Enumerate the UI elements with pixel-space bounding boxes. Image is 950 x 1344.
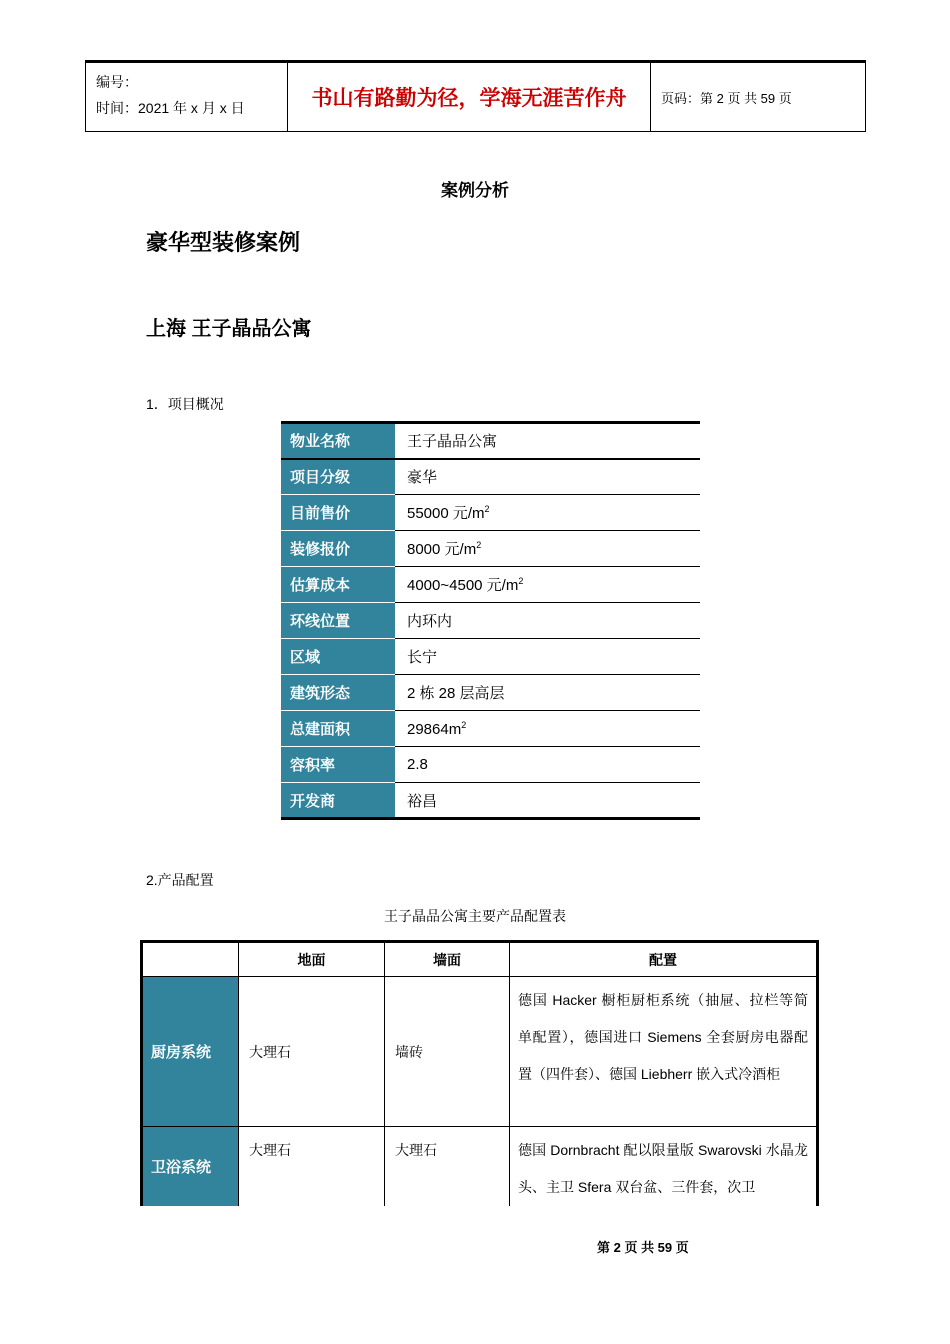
table-row: [281, 423, 700, 459]
header-time-label: 时间：2021 年 x 月 x 日: [96, 99, 245, 116]
unit-superscript: 2: [484, 504, 490, 514]
doc-title: 案例分析: [441, 181, 509, 200]
value-text: 裕昌: [407, 792, 438, 810]
row-label: 总建面积: [281, 711, 395, 747]
list-item-product-config: 2.产品配置: [146, 872, 214, 888]
list-item-project-overview: 1．项目概况: [146, 396, 224, 412]
table-row: [281, 531, 700, 567]
table-row: [281, 639, 700, 675]
table-row: [281, 747, 700, 783]
page-footer-pageno: 第 2 页 共 59 页: [597, 1240, 689, 1255]
value-text: 王子晶品公寓: [407, 433, 498, 451]
unit-superscript: 2: [476, 540, 482, 550]
row-label: 环线位置: [281, 603, 395, 639]
product-config-table: [140, 940, 819, 1206]
row-value: [395, 675, 700, 711]
config-value: 德国 Dornbracht 配以限量版 Swarovski 水晶龙头、主卫 Sfera 双台盆、三件套，次卫: [510, 1127, 818, 1207]
system-label: 卫浴系统: [142, 1127, 239, 1207]
value-text: 8000 元/m: [407, 541, 477, 558]
wall-value: 大理石: [385, 1127, 510, 1207]
value-text: 长宁: [407, 649, 438, 666]
section-heading-luxury-case: 豪华型装修案例: [146, 230, 301, 255]
header-cell-wall: 墙面: [385, 942, 510, 977]
table-row: [281, 603, 700, 639]
config-row-bathroom: [142, 1127, 818, 1207]
row-value: [395, 603, 700, 639]
row-value: [395, 459, 700, 495]
config-value: 德国 Hacker 橱柜厨柜系统（抽屉、拉栏等简单配置），德国进口 Siemens 全套厨房电器配置（四件套）、德国 Liebherr 嵌入式冷酒柜: [510, 977, 818, 1127]
table-row: [281, 711, 700, 747]
value-text: 29864m: [407, 720, 462, 738]
row-label: 开发商: [281, 783, 395, 819]
table-row: [281, 459, 700, 495]
row-label: 目前售价: [281, 495, 395, 531]
header-number-label: 编号：: [96, 74, 138, 90]
value-text: 豪华: [407, 469, 438, 487]
row-label: 建筑形态: [281, 675, 395, 711]
value-text: 2 栋 28 层高层: [407, 685, 505, 702]
row-value: [395, 747, 700, 783]
header-cell-empty: [142, 942, 239, 977]
row-label: 区域: [281, 639, 395, 675]
row-label: 物业名称: [281, 423, 395, 459]
row-value: [395, 423, 700, 459]
project-overview-table: [281, 421, 700, 820]
system-label: 厨房系统: [142, 977, 239, 1127]
row-label: 项目分级: [281, 459, 395, 495]
value-text: 2.8: [407, 756, 428, 773]
wall-value: 墙砖: [385, 977, 510, 1127]
row-value: [395, 783, 700, 819]
unit-superscript: 2: [461, 719, 467, 730]
header-pageno-cell: [651, 63, 865, 131]
section-heading-project-name: 上海 王子晶品公寓: [146, 318, 312, 340]
table-row: [281, 675, 700, 711]
row-value: [395, 711, 700, 747]
config-header-row: [142, 942, 818, 977]
row-label: 装修报价: [281, 531, 395, 567]
row-value: [395, 639, 700, 675]
floor-value: 大理石: [239, 977, 385, 1127]
table-row: [281, 495, 700, 531]
table-row: [281, 567, 700, 603]
row-value: [395, 495, 700, 531]
config-table-caption: 王子晶品公寓主要产品配置表: [384, 908, 566, 924]
row-label: 容积率: [281, 747, 395, 783]
floor-value: 大理石: [239, 1127, 385, 1207]
value-text: 内环内: [407, 613, 453, 630]
table-row: [281, 783, 700, 819]
header-cell-floor: 地面: [239, 942, 385, 977]
row-label: 估算成本: [281, 567, 395, 603]
row-value: [395, 531, 700, 567]
value-text: 55000 元/m: [407, 505, 485, 522]
page-header-box: [85, 60, 866, 132]
unit-superscript: 2: [518, 576, 524, 586]
header-meta-cell: [86, 63, 288, 131]
value-text: 4000~4500 元/m: [407, 577, 519, 594]
config-row-kitchen: [142, 977, 818, 1127]
row-value: [395, 567, 700, 603]
header-page-label: 页码：第 2 页 共 59 页: [661, 90, 792, 106]
header-motto-cell: [288, 63, 651, 131]
header-cell-config: 配置: [510, 942, 818, 977]
header-motto-text: 书山有路勤为径，学海无涯苦作舟: [311, 87, 627, 110]
